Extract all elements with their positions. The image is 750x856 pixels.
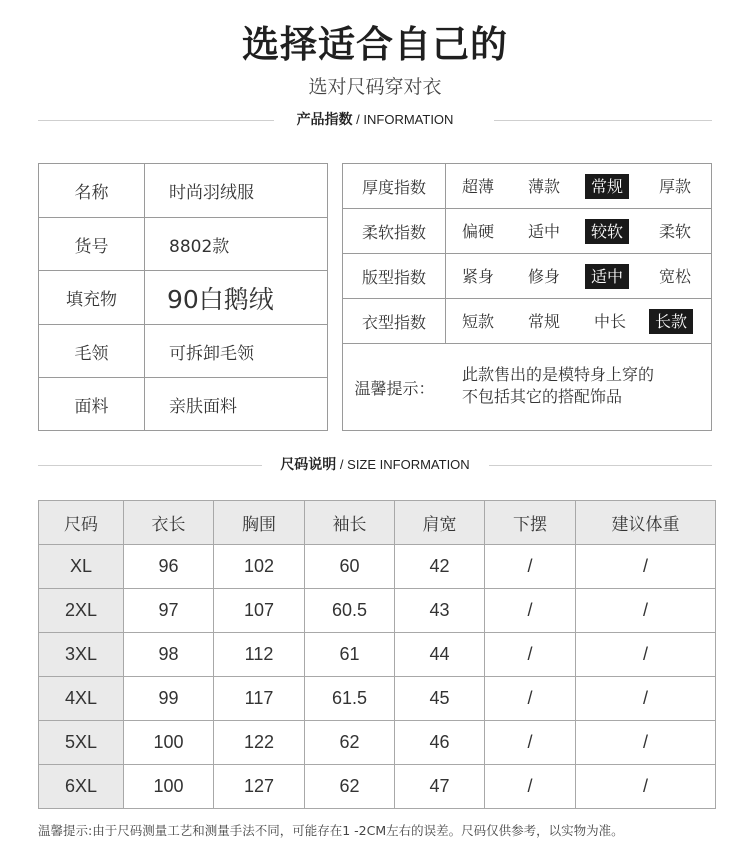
table-row [39,765,716,809]
index-option: 常规 [528,312,561,331]
product-label: 面料 [39,378,145,430]
table-cell: 45 [395,677,485,721]
column-header: 肩宽 [395,501,485,545]
product-label: 填充物 [39,271,145,324]
table-cell: / [485,677,576,721]
table-cell: / [576,589,716,633]
index-option: 中长 [594,312,627,331]
table-cell: 102 [214,545,305,589]
product-row [39,325,327,378]
tip-line: 此款售出的是模特身上穿的 [462,365,655,384]
table-cell: / [576,721,716,765]
product-row [39,271,327,325]
index-option: 偏硬 [462,222,495,241]
size-cell: 2XL [39,589,124,633]
index-label: 衣型指数 [343,299,446,343]
size-cell: 3XL [39,633,124,677]
table-cell: / [576,545,716,589]
table-cell: / [485,589,576,633]
table-cell: 97 [124,589,214,633]
size-cell: 4XL [39,677,124,721]
index-row-softness [343,209,711,254]
product-label: 名称 [39,164,145,217]
table-cell: 100 [124,765,214,809]
section-title-en: / INFORMATION [352,112,454,127]
column-header: 胸围 [214,501,305,545]
index-option: 厚款 [659,177,692,196]
table-cell: 62 [305,765,395,809]
index-option-selected: 较软 [585,219,629,244]
table-cell: / [576,677,716,721]
table-row [39,545,716,589]
table-cell: / [576,633,716,677]
index-option: 宽松 [659,267,692,286]
index-option: 短款 [462,312,495,331]
table-cell: 42 [395,545,485,589]
index-row-thickness [343,164,711,209]
product-index-table [342,163,712,431]
section-title-size [38,455,712,475]
product-value: 8802款 [169,236,230,257]
tip-label: 温馨提示： [354,378,435,398]
footer-note: 温馨提示:由于尺码测量工艺和测量手法不同，可能存在1 -2CM左右的误差。尺码仅供参考，以实物为准。 [38,823,624,838]
index-option-selected: 适中 [585,264,629,289]
index-option-selected: 常规 [585,174,629,199]
table-cell: / [485,765,576,809]
product-row [39,164,327,218]
section-title-cn: 尺码说明 [280,457,337,473]
index-row-fit [343,254,711,299]
size-cell: 6XL [39,765,124,809]
product-value: 可拆卸毛领 [169,343,254,364]
table-cell: 60 [305,545,395,589]
table-row [39,721,716,765]
table-cell: 62 [305,721,395,765]
table-cell: 61 [305,633,395,677]
size-cell: XL [39,545,124,589]
index-option: 紧身 [462,267,495,286]
table-cell: / [485,545,576,589]
product-row [39,378,327,430]
tip-line: 不包括其它的搭配饰品 [462,387,623,406]
table-cell: 117 [214,677,305,721]
table-cell: / [485,721,576,765]
table-cell: 112 [214,633,305,677]
table-cell: 122 [214,721,305,765]
column-header: 下摆 [485,501,576,545]
section-header-size [38,455,712,475]
index-label: 柔软指数 [343,209,446,253]
product-value: 亲肤面料 [169,396,237,417]
index-option: 超薄 [462,177,495,196]
size-cell: 5XL [39,721,124,765]
table-cell: 98 [124,633,214,677]
section-title-product [38,110,712,130]
index-label: 版型指数 [343,254,446,298]
index-row-length [343,299,711,344]
table-cell: 96 [124,545,214,589]
table-row [39,677,716,721]
product-value: 时尚羽绒服 [169,183,254,203]
index-option: 薄款 [528,177,561,196]
tip-text [462,364,654,408]
product-row [39,218,327,271]
table-cell: 107 [214,589,305,633]
product-info-table [38,163,328,431]
index-option: 适中 [528,222,561,241]
table-cell: 127 [214,765,305,809]
product-value: 90白鹅绒 [167,284,274,314]
table-cell: 61.5 [305,677,395,721]
table-cell: 100 [124,721,214,765]
table-cell: 46 [395,721,485,765]
index-option: 柔软 [659,222,692,241]
product-label: 毛领 [39,325,145,377]
table-cell: / [485,633,576,677]
section-title-cn: 产品指数 [296,112,353,128]
table-row [39,589,716,633]
table-cell: / [576,765,716,809]
table-cell: 99 [124,677,214,721]
page-title: 选择适合自己的 [242,23,508,66]
section-title-en: / SIZE INFORMATION [336,457,470,472]
table-cell: 60.5 [305,589,395,633]
page-subtitle: 选对尺码穿对衣 [308,76,442,98]
index-option: 修身 [528,267,561,286]
section-header-product [38,110,712,130]
column-header: 衣长 [124,501,214,545]
table-cell: 47 [395,765,485,809]
index-label: 厚度指数 [343,164,446,208]
product-label: 货号 [39,218,145,270]
index-option-selected: 长款 [649,309,693,334]
column-header: 尺码 [39,501,124,545]
table-cell: 43 [395,589,485,633]
table-header-row [39,501,716,545]
table-row [39,633,716,677]
size-table [38,500,716,809]
table-cell: 44 [395,633,485,677]
column-header: 建议体重 [576,501,716,545]
column-header: 袖长 [305,501,395,545]
